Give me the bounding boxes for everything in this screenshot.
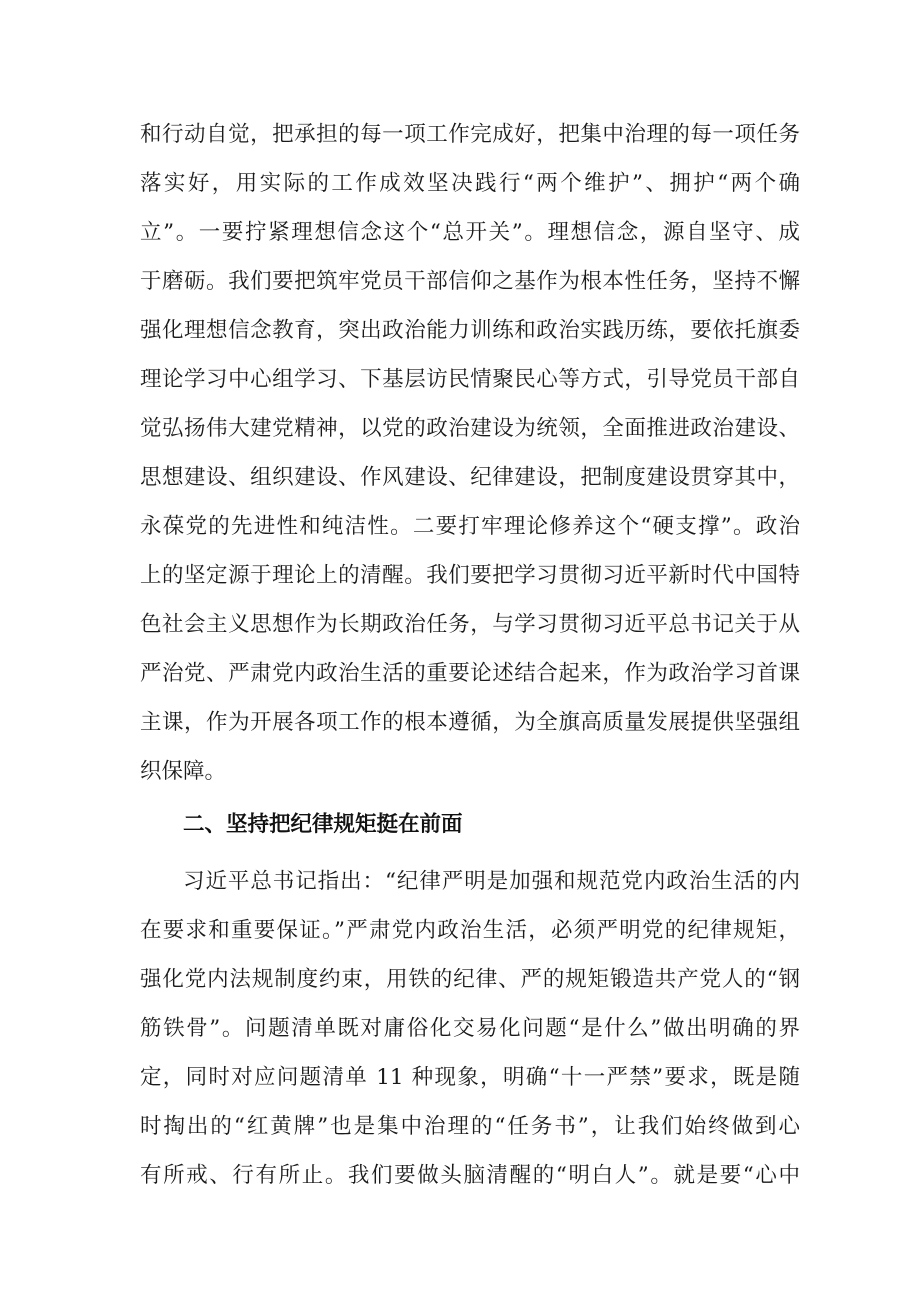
paragraph-line: 理论学习中心组学习、下基层访民情聚民心等方式，引导党员干部自 bbox=[140, 367, 800, 392]
paragraph-line: 时掏出的“红黄牌”也是集中治理的“任务书”，让我们始终做到心 bbox=[140, 1114, 800, 1139]
paragraph-line: 和行动自觉，把承担的每一项工作完成好，把集中治理的每一项任务 bbox=[140, 122, 800, 147]
paragraph-line: 定，同时对应问题清单 11 种现象，明确“十一严禁”要求，既是随 bbox=[140, 1065, 800, 1090]
paragraph-line: 色社会主义思想作为长期政治任务，与学习贯彻习近平总书记关于从 bbox=[140, 612, 800, 637]
section-heading: 二、坚持把纪律规矩挺在前面 bbox=[183, 812, 463, 837]
paragraph-line: 强化理想信念教育，突出政治能力训练和政治实践历练，要依托旗委 bbox=[140, 318, 800, 343]
paragraph-line: 上的坚定源于理论上的清醒。我们要把学习贯彻习近平新时代中国特 bbox=[140, 563, 800, 588]
paragraph-line: 在要求和重要保证。”严肃党内政治生活，必须严明党的纪律规矩， bbox=[140, 918, 800, 943]
paragraph-line: 严治党、严肃党内政治生活的重要论述结合起来，作为政治学习首课 bbox=[140, 661, 800, 686]
paragraph-line: 立”。一要拧紧理想信念这个“总开关”。理想信念，源自坚守、成 bbox=[140, 220, 800, 245]
paragraph-line: 思想建设、组织建设、作风建设、纪律建设，把制度建设贯穿其中， bbox=[140, 465, 800, 490]
paragraph-line: 于磨砺。我们要把筑牢党员干部信仰之基作为根本性任务，坚持不懈 bbox=[140, 269, 800, 294]
paragraph-line: 织保障。 bbox=[140, 759, 227, 784]
paragraph-line: 永葆党的先进性和纯洁性。二要打牢理论修养这个“硬支撑”。政治 bbox=[140, 514, 800, 539]
paragraph-line: 主课，作为开展各项工作的根本遵循，为全旗高质量发展提供坚强组 bbox=[140, 710, 800, 735]
paragraph-line: 觉弘扬伟大建党精神，以党的政治建设为统领，全面推进政治建设、 bbox=[140, 416, 800, 441]
paragraph-line: 落实好，用实际的工作成效坚决践行“两个维护”、拥护“两个确 bbox=[140, 171, 800, 196]
paragraph-line: 强化党内法规制度约束，用铁的纪律、严的规矩锻造共产党人的“钢 bbox=[140, 967, 800, 992]
paragraph-line: 筋铁骨”。问题清单既对庸俗化交易化问题“是什么”做出明确的界 bbox=[140, 1016, 800, 1041]
paragraph-line: 习近平总书记指出：“纪律严明是加强和规范党内政治生活的内 bbox=[183, 869, 800, 894]
paragraph-line: 有所戒、行有所止。我们要做头脑清醒的“明白人”。就是要“心中 bbox=[140, 1163, 800, 1188]
